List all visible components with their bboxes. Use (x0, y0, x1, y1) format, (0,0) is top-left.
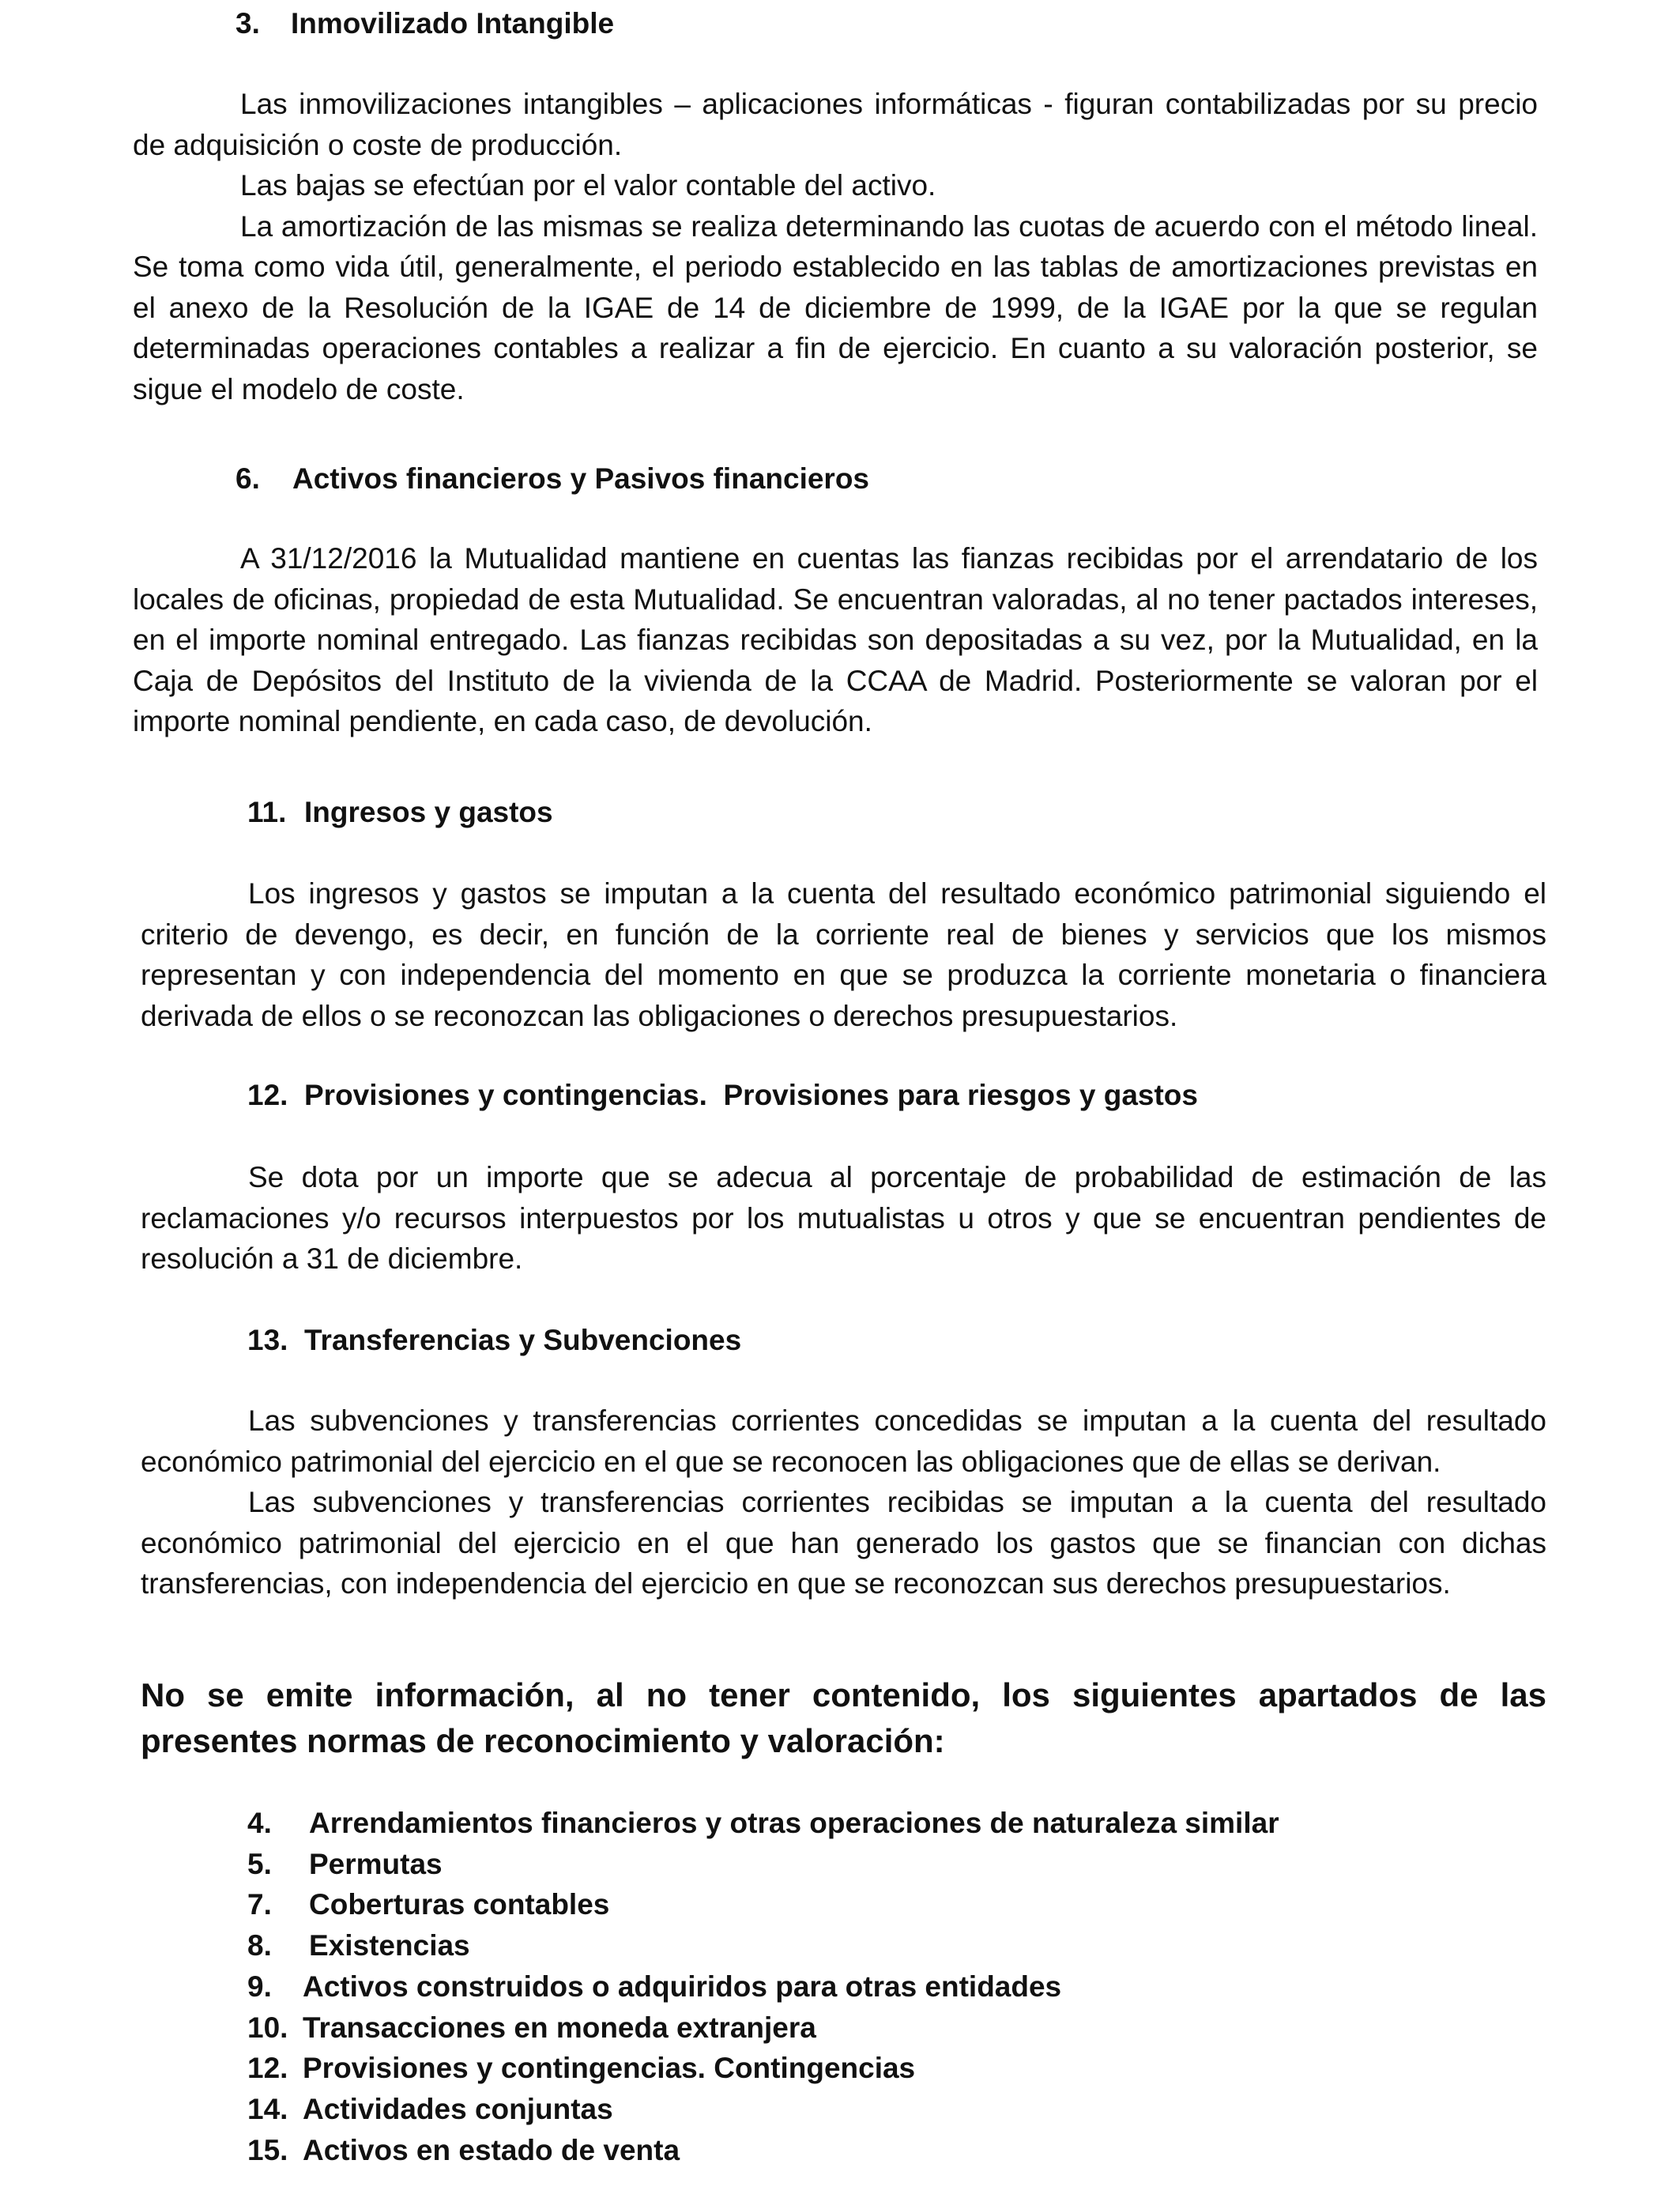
item-label: Permutas (309, 1847, 443, 1880)
section-13-body (141, 1400, 1546, 1604)
list-item (247, 1884, 1279, 1925)
omitted-sections-notice: No se emite información, al no tener contenido, los siguientes apartados de las presentes normas de reconocimiento y valoración: (141, 1676, 1546, 1759)
section-3-body (133, 84, 1538, 409)
item-number: 10. (247, 2011, 288, 2044)
list-item (247, 1925, 1279, 1966)
section-3-heading (235, 6, 614, 41)
paragraph: Las subvenciones y transferencias corrientes recibidas se imputan a la cuenta del resultado económico patrimonial del ejercicio en el que han generado los gastos que se financian con dichas transferencias, con independencia del ejercicio en que se reconozcan sus derechos presupuestarios. (141, 1486, 1546, 1600)
item-number: 14. (247, 2092, 288, 2125)
list-item (247, 2130, 1279, 2171)
item-label: Transacciones en moneda extranjera (303, 2011, 816, 2044)
item-number: 5. (247, 1847, 272, 1880)
item-number: 12. (247, 2052, 288, 2085)
paragraph: Las subvenciones y transferencias corrientes concedidas se imputan a la cuenta del resultado económico patrimonial del ejercicio en el que se reconocen las obligaciones que de ellas se derivan. (141, 1404, 1546, 1478)
item-number: 4. (247, 1807, 272, 1839)
paragraph: Los ingresos y gastos se imputan a la cuenta del resultado económico patrimonial siguiendo el criterio de devengo, es decir, en función de la corriente real de bienes y servicios que los mismos representan y con independencia del momento en que se produzca la corriente monetaria o financiera derivada de ellos o se reconozcan las obligaciones o derechos presupuestarios. (141, 877, 1546, 1032)
section-title: Provisiones y contingencias. Provisiones para riesgos y gastos (304, 1079, 1198, 1111)
item-label: Activos en estado de venta (303, 2133, 680, 2166)
list-item (247, 1844, 1279, 1885)
item-label: Actividades conjuntas (303, 2092, 613, 2125)
list-item (247, 1966, 1279, 2007)
item-label: Arrendamientos financieros y otras operaciones de naturaleza similar (309, 1807, 1279, 1839)
omitted-sections-list (247, 1803, 1279, 2170)
item-label: Provisiones y contingencias. Contingencias (303, 2052, 916, 2085)
section-number: 13. (247, 1324, 288, 1356)
paragraph: Se dota por un importe que se adecua al porcentaje de probabilidad de estimación de las reclamaciones y/o recursos interpuestos por los mutualistas u otros y que se encuentran pendientes de resolución a 31 de diciembre. (141, 1161, 1546, 1275)
section-11-heading (247, 795, 553, 830)
item-number: 9. (247, 1970, 272, 2003)
section-number: 6. (235, 462, 260, 495)
item-label: Activos construidos o adquiridos para otras entidades (303, 1970, 1062, 2003)
paragraph: La amortización de las mismas se realiza determinando las cuotas de acuerdo con el método lineal. Se toma como vida útil, generalmente, el periodo establecido en las tablas de amortizaciones previstas en el anexo de la Resolución de la IGAE de 14 de diciembre de 1999, de la IGAE por la que se regulan determinadas operaciones contables a realizar a fin de ejercicio. En cuanto a su valoración posterior, se sigue el modelo de coste. (133, 209, 1538, 405)
section-6-body (133, 538, 1538, 742)
section-number: 11. (247, 796, 287, 828)
section-title: Ingresos y gastos (304, 796, 553, 828)
section-12-body (141, 1157, 1546, 1280)
item-number: 15. (247, 2133, 288, 2166)
item-label: Existencias (309, 1929, 470, 1962)
section-6-heading (235, 462, 869, 496)
section-title: Transferencias y Subvenciones (304, 1324, 742, 1356)
list-item (247, 2048, 1279, 2089)
list-item (247, 2089, 1279, 2130)
section-number: 12. (247, 1079, 288, 1111)
paragraph: Las bajas se efectúan por el valor contable del activo. (240, 169, 936, 202)
list-item (247, 1803, 1279, 1844)
item-label: Coberturas contables (309, 1888, 610, 1921)
item-number: 8. (247, 1929, 272, 1962)
item-number: 7. (247, 1888, 272, 1921)
section-title: Activos financieros y Pasivos financieros (292, 462, 870, 495)
list-item (247, 2007, 1279, 2049)
section-number: 3. (235, 7, 260, 40)
paragraph: Las inmovilizaciones intangibles – aplicaciones informáticas - figuran contabilizadas por su precio de adquisición o coste de producción. (133, 88, 1538, 161)
paragraph: A 31/12/2016 la Mutualidad mantiene en cuentas las fianzas recibidas por el arrendatario de los locales de oficinas, propiedad de esta Mutualidad. Se encuentran valoradas, al no tener pactados intereses, en el importe nominal entregado. Las fianzas recibidas son depositadas a su vez, por la Mutualidad, en la Caja de Depósitos del Instituto de la vivienda de la CCAA de Madrid. Posteriormente se valoran por el importe nominal pendiente, en cada caso, de devolución. (133, 542, 1538, 737)
section-12-heading (247, 1078, 1198, 1113)
section-title: Inmovilizado Intangible (291, 7, 615, 40)
section-11-body (141, 873, 1546, 1036)
section-13-heading (247, 1323, 741, 1358)
